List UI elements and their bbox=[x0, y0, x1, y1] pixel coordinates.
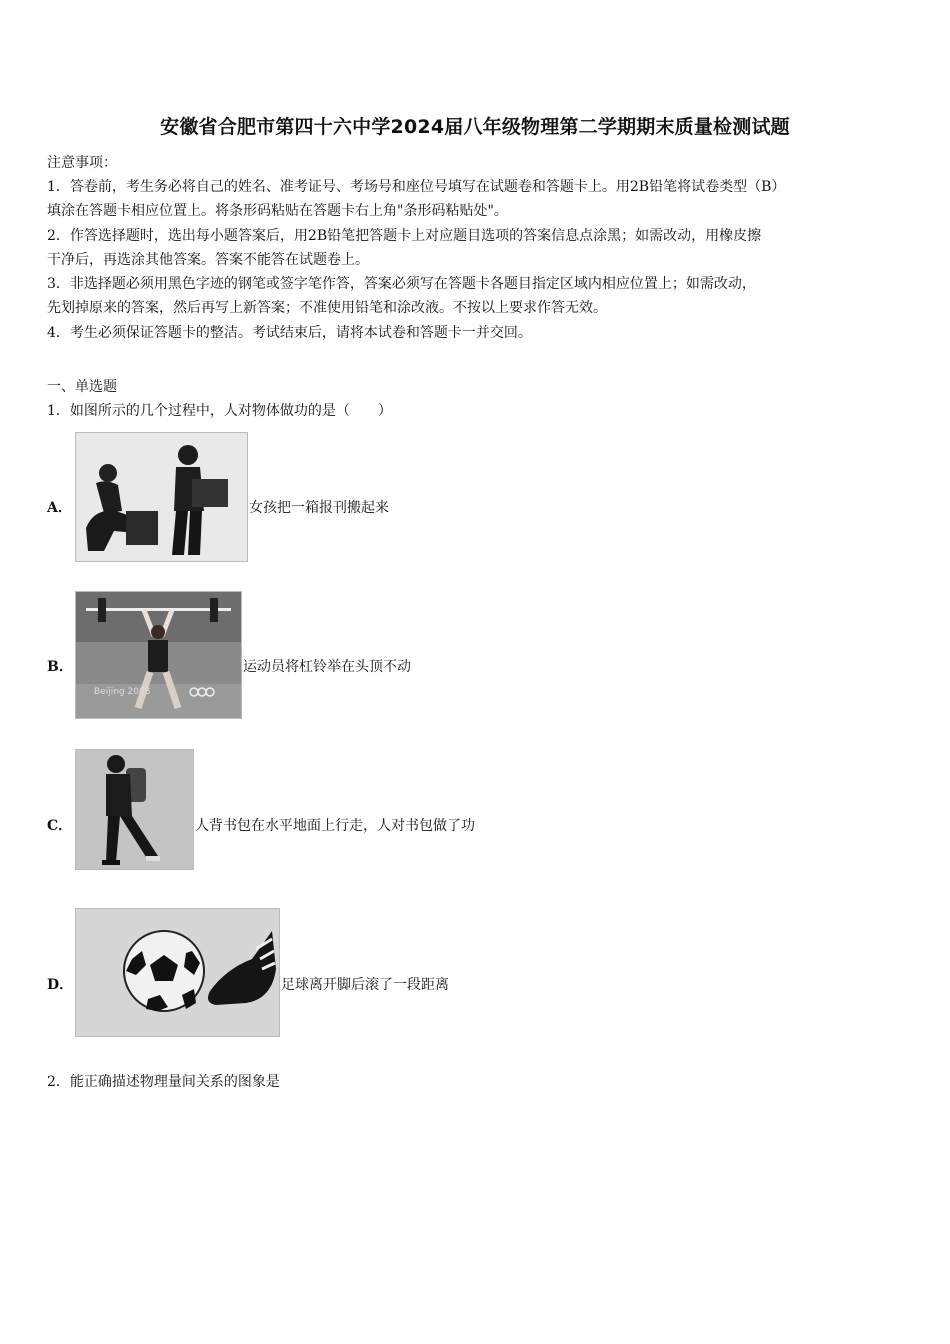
notes-list bbox=[47, 175, 907, 345]
notes-heading: 注意事项： bbox=[47, 155, 117, 171]
question-1-stem: 1．如图所示的几个过程中，人对物体做功的是（ ） bbox=[47, 403, 392, 419]
page-title: 安徽省合肥市第四十六中学2024届八年级物理第二学期期末质量检测试题 bbox=[160, 116, 790, 138]
option-d-text: 足球离开脚后滚了一段距离 bbox=[281, 977, 449, 993]
option-d-letter: D． bbox=[47, 977, 74, 993]
soccer-ball-and-shoe-image bbox=[75, 908, 280, 1037]
option-c-text: 人背书包在水平地面上行走，人对书包做了功 bbox=[195, 818, 475, 834]
option-a-letter: A． bbox=[47, 500, 72, 516]
notes-line: 填涂在答题卡相应位置上。将条形码粘贴在答题卡右上角"条形码粘贴处"。 bbox=[47, 203, 508, 220]
weightlifter-image bbox=[75, 591, 242, 719]
option-b-text: 运动员将杠铃举在头顶不动 bbox=[243, 659, 411, 675]
girl-lifting-box-image bbox=[75, 432, 248, 562]
question-2-stem: 2．能正确描述物理量间关系的图象是 bbox=[47, 1074, 280, 1090]
option-c-letter: C． bbox=[47, 818, 73, 834]
person-with-backpack-image bbox=[75, 749, 194, 870]
section-heading: 一、单选题 bbox=[47, 379, 117, 395]
notes-line: 2．作答选择题时，选出每小题答案后，用2B铅笔把答题卡上对应题目选项的答案信息点涂黑；如需改动，用橡皮擦 bbox=[47, 227, 762, 244]
option-a-text: 女孩把一箱报刊搬起来 bbox=[249, 500, 389, 516]
notes-line: 3．非选择题必须用黑色字迹的钢笔或签字笔作答，答案必须写在答题卡各题目指定区域内相应位置上；如需改动， bbox=[47, 276, 756, 293]
notes-line: 干净后，再选涂其他答案。答案不能答在试题卷上。 bbox=[47, 251, 369, 268]
notes-line: 1．答卷前，考生务必将自己的姓名、准考证号、考场号和座位号填写在试题卷和答题卡上。用2B铅笔将试卷类型（B） bbox=[47, 179, 786, 195]
option-b-letter: B． bbox=[47, 659, 73, 675]
notes-line: 4．考生必须保证答题卡的整洁。考试结束后，请将本试卷和答题卡一并交回。 bbox=[47, 324, 532, 341]
svg-text:Beijing 2008: Beijing 2008 bbox=[94, 687, 151, 697]
notes-line: 先划掉原来的答案，然后再写上新答案；不准使用铅笔和涂改液。不按以上要求作答无效。 bbox=[47, 300, 607, 317]
